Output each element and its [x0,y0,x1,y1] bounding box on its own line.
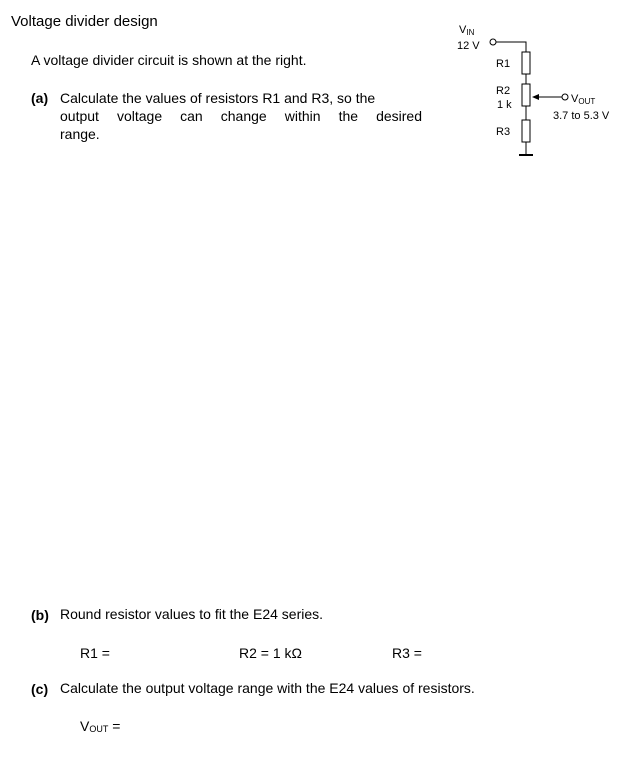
r3-label: R3 [496,126,511,138]
part-a-line-3: range. [60,126,100,142]
r2-label: R2 [496,85,511,97]
part-a-line-1: Calculate the values of resistors R1 and R3, so the [60,90,376,106]
vout-label: VOUT [571,93,596,106]
vin-label: VIN [459,24,475,37]
part-a-text [60,89,422,143]
resistor-r1 [522,52,530,74]
page-title: Voltage divider design [11,13,158,30]
vout-terminal [562,94,568,100]
part-a-label: (a) [31,90,49,106]
r1-answer: R1 = [80,645,110,661]
part-b-label: (b) [31,607,49,623]
r2-answer: R2 = 1 kΩ [239,645,302,661]
r1-label: R1 [496,58,511,70]
part-a-line-2: output voltage can change within the desired [60,108,422,124]
vout-range: 3.7 to 5.3 V [553,110,610,122]
intro-text: A voltage divider circuit is shown at the right. [31,52,307,68]
r3-answer: R3 = [392,645,422,661]
resistor-r2 [522,84,530,106]
part-c-label: (c) [31,681,49,697]
resistor-r3 [522,120,530,142]
vin-value: 12 V [457,40,480,52]
part-c-text: Calculate the output voltage range with the E24 values of resistors. [60,680,475,696]
r2-value: 1 k [497,99,512,111]
part-b-text: Round resistor values to fit the E24 series. [60,606,324,622]
vin-terminal [490,39,496,45]
voltage-divider-circuit [430,18,623,168]
wiper-arrow-icon [532,94,539,100]
vout-answer: $V_{OUT}$ = [80,718,121,734]
